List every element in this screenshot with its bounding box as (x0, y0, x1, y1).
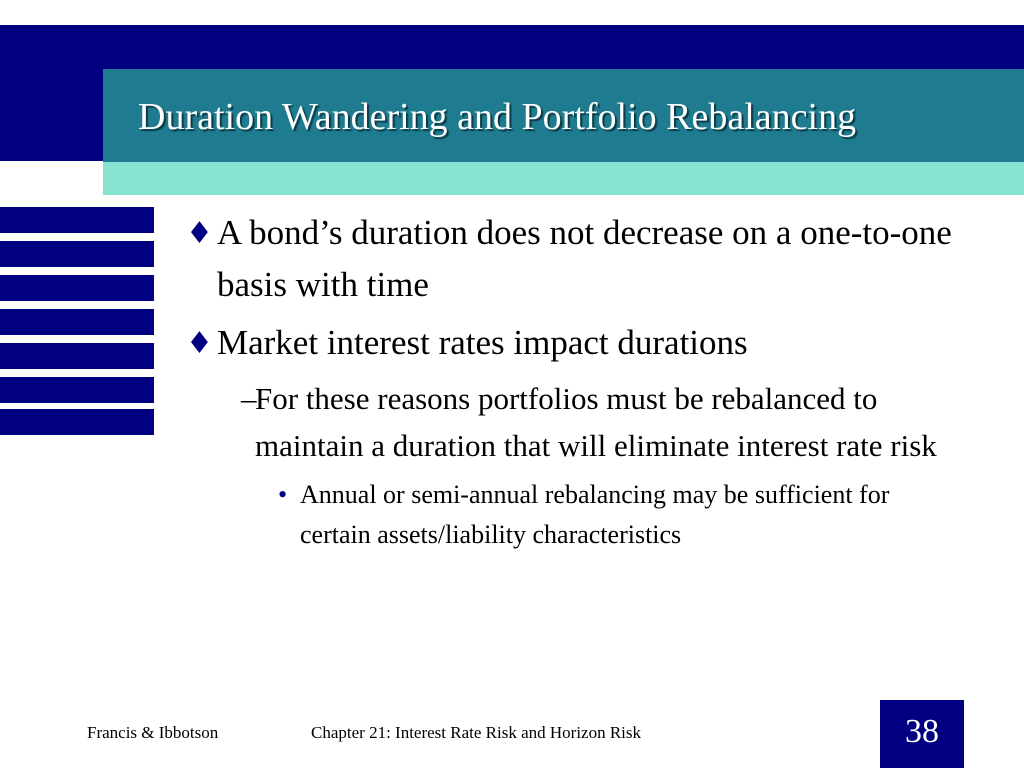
decorative-stripe (0, 343, 154, 369)
bullet-dot-icon: • (278, 480, 288, 509)
bullet-item (180, 317, 960, 369)
slide-title: Duration Wandering and Portfolio Rebalancing (138, 96, 857, 138)
decorative-stripe (0, 409, 154, 435)
dash-marker: – (241, 381, 257, 416)
decorative-stripe (0, 207, 154, 233)
sub-sub-bullet-text: Annual or semi-annual rebalancing may be sufficient for certain assets/liability characteristics (300, 480, 890, 549)
footer-chapter: Chapter 21: Interest Rate Risk and Horizon Risk (311, 723, 642, 742)
decorative-stripe (0, 241, 154, 267)
decorative-stripe (0, 377, 154, 403)
decorative-stripe (0, 309, 154, 335)
diamond-icon: ♦ (186, 326, 213, 361)
sub-sub-bullet-item (278, 475, 900, 555)
sub-bullet-item (217, 375, 960, 469)
bullet-text: A bond’s duration does not decrease on a one-to-one basis with time (217, 213, 952, 304)
page-number: 38 (880, 700, 964, 768)
sub-bullet-text: For these reasons portfolios must be rebalanced to maintain a duration that will eliminate interest rate risk (255, 381, 937, 463)
bullet-item (180, 207, 960, 311)
accent-strip (103, 162, 1024, 195)
slide-body (180, 207, 960, 555)
footer-author: Francis & Ibbotson (87, 723, 219, 742)
diamond-icon: ♦ (186, 216, 213, 251)
decorative-stripe (0, 275, 154, 301)
bullet-text: Market interest rates impact durations (217, 323, 748, 362)
